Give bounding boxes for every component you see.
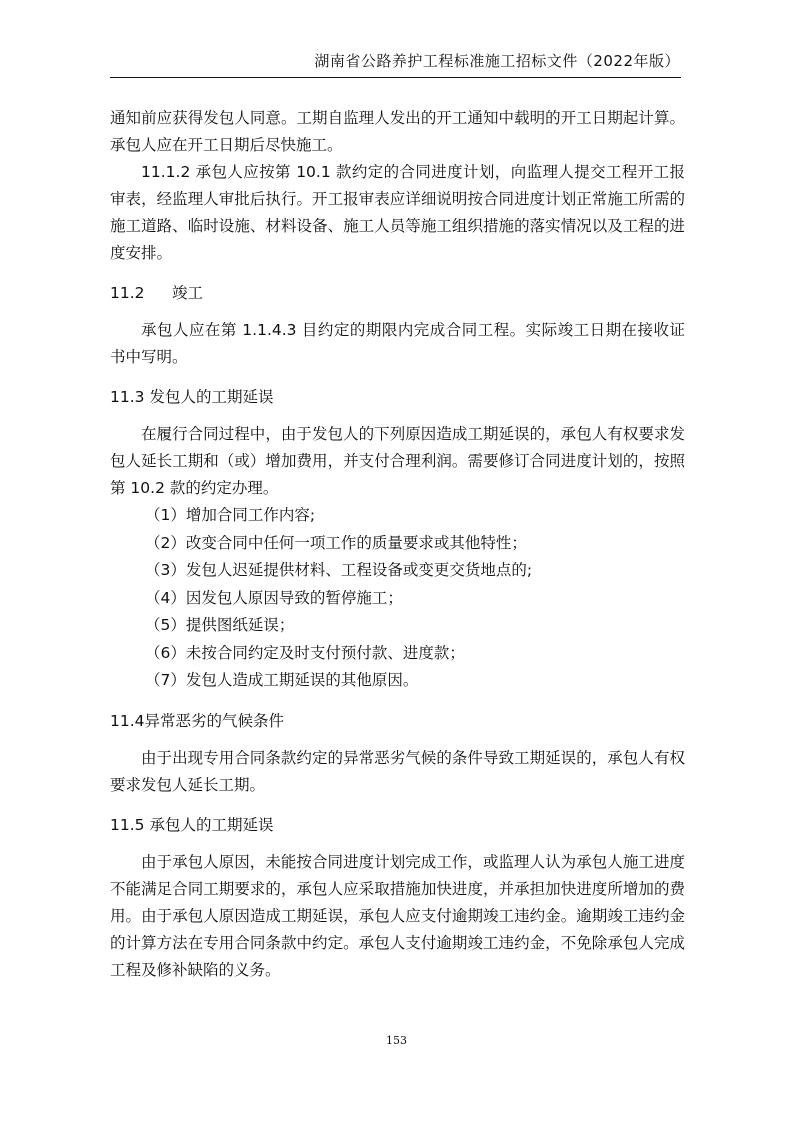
paragraph-11-5: 由于承包人原因，未能按合同进度计划完成工作，或监理人认为承包人施工进度不能满足合同工期要求的，承包人应采取措施加快进度，并承担加快进度所增加的费用。由于承包人原因造成工期延误，承包人应支付逾期竣工违约金。逾期竣工违约金的计算方法在专用合同条款中约定。承包人支付逾期竣工违约金，不免除承包人完成工程及修补缺陷的义务。 bbox=[110, 852, 685, 979]
section-heading-11-3 bbox=[110, 385, 685, 409]
list-item: （2）改变合同中任何一项工作的质量要求或其他特性； bbox=[145, 533, 527, 552]
document-title: 湖南省公路养护工程标准施工招标文件（2022年版） bbox=[314, 52, 680, 70]
paragraph-11-4: 由于出现专用合同条款约定的异常恶劣气候的条件导致工期延误的，承包人有权要求发包人延长工期。 bbox=[110, 748, 685, 794]
paragraph-11-3: 在履行合同过程中，由于发包人的下列原因造成工期延误的，承包人有权要求发包人延长工期和（或）增加费用，并支付合理利润。需要修订合同进度计划的，按照第 10.2 款的约定办理。 bbox=[110, 425, 685, 497]
section-heading-11-2 bbox=[110, 281, 685, 305]
list-item: （1）增加合同工作内容; bbox=[145, 506, 316, 524]
paragraph-continued: 通知前应获得发包人同意。工期自监理人发出的开工通知中载明的开工日期起计算。承包人应在开工日期后尽快施工。 bbox=[110, 109, 685, 154]
list-item: （6）未按合同约定及时支付预付款、进度款； bbox=[145, 643, 465, 662]
section-title: 异常恶劣的气候条件 bbox=[144, 711, 285, 730]
section-title: 竣工 bbox=[172, 284, 204, 302]
header-divider bbox=[110, 77, 681, 78]
section-heading-11-5 bbox=[110, 813, 685, 837]
list-item: （4）因发包人原因导致的暂停施工； bbox=[145, 588, 403, 607]
page-number: 153 bbox=[386, 1034, 407, 1047]
section-title: 承包人的工期延误 bbox=[149, 815, 274, 834]
section-number: 11.2 bbox=[110, 284, 145, 302]
section-number: 11.3 bbox=[110, 388, 145, 406]
section-number: 11.4 bbox=[110, 711, 145, 730]
section-number: 11.5 bbox=[110, 815, 145, 834]
page-content bbox=[110, 105, 685, 984]
delay-causes-list bbox=[110, 502, 685, 695]
section-title: 发包人的工期延误 bbox=[149, 388, 274, 406]
paragraph-11-2: 承包人应在第 1.1.4.3 目约定的期限内完成合同工程。实际竣工日期在接收证书中写明。 bbox=[110, 321, 685, 366]
list-item: （3）发包人迟延提供材料、工程设备或变更交货地点的; bbox=[145, 561, 533, 579]
list-item: （7）发包人造成工期延误的其他原因。 bbox=[145, 671, 419, 689]
section-heading-11-4 bbox=[110, 709, 685, 733]
paragraph-11-1-2: 11.1.2 承包人应按第 10.1 款约定的合同进度计划，向监理人提交工程开工报审表，经监理人审批后执行。开工报审表应详细说明按合同进度计划正常施工所需的施工道路、临时设施、材料设备、施工人员等施工组织措施的落实情况以及工程的进度安排。 bbox=[110, 163, 685, 262]
list-item: （5）提供图纸延误； bbox=[145, 616, 295, 634]
